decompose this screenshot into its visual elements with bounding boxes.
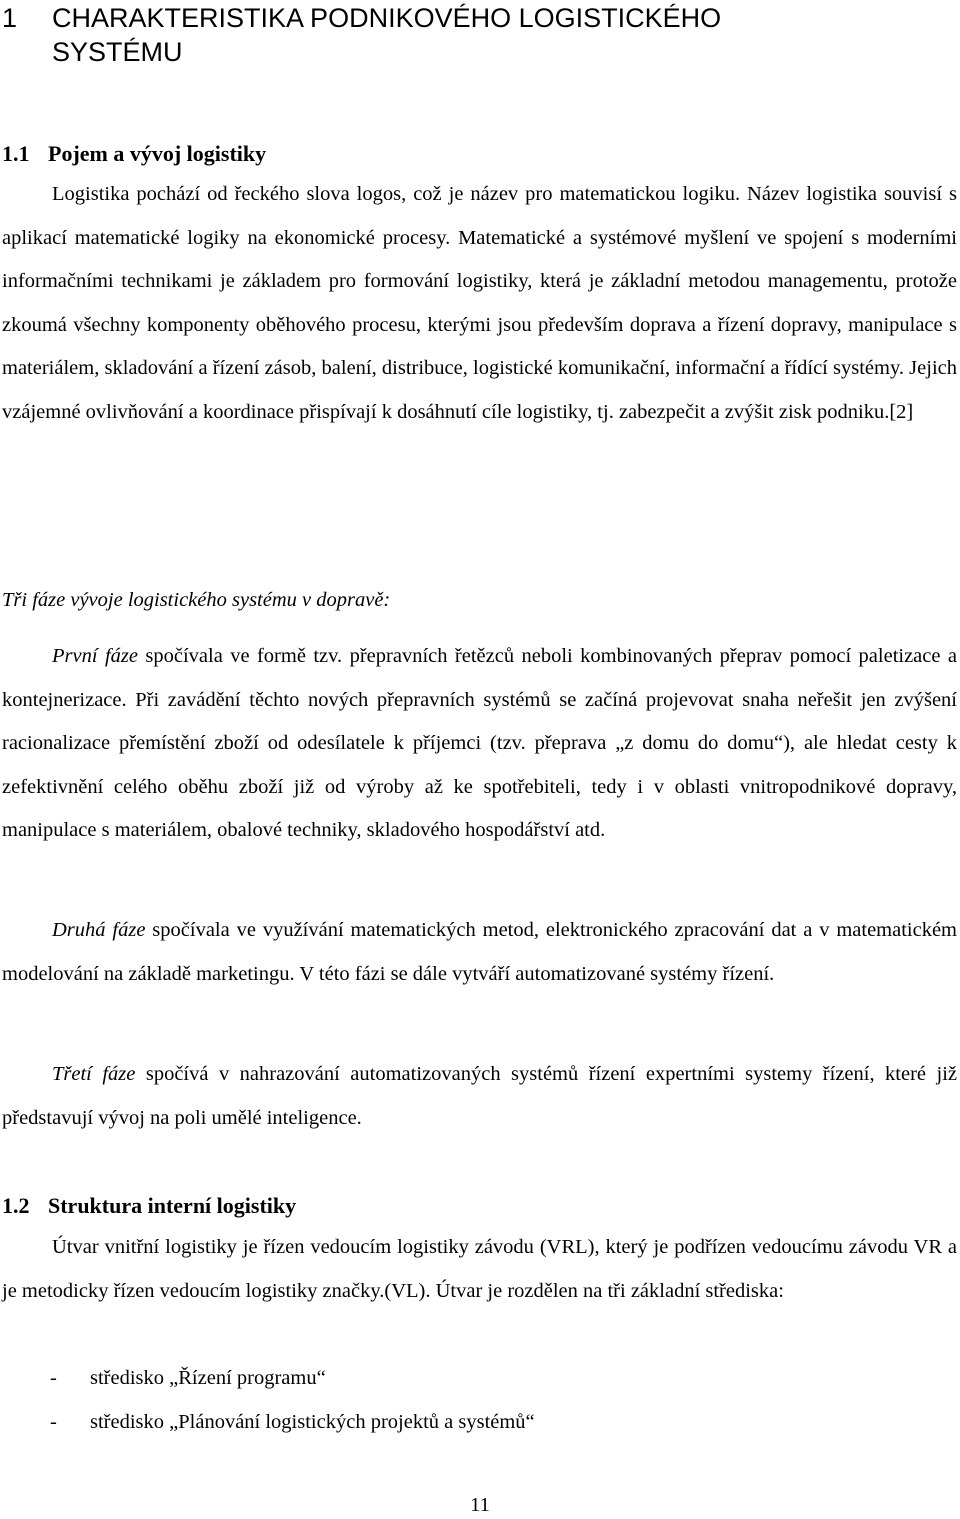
list-item	[50, 1357, 535, 1401]
first-phase-label: První fáze	[52, 645, 138, 667]
section-title: Pojem a vývoj logistiky	[48, 141, 267, 166]
section-number: 1.2	[2, 1193, 30, 1218]
second-phase-label: Druhá fáze	[52, 919, 146, 941]
section-heading-1-2	[2, 1191, 296, 1221]
chapter-title-line1: CHARAKTERISTIKA PODNIKOVÉHO LOGISTICKÉHO	[52, 3, 722, 33]
third-phase-label: Třetí fáze	[52, 1063, 136, 1085]
first-phase-text: spočívala ve formě tzv. přepravních řetězců neboli kombinovaných přeprav pomocí paletizace a kontejnerizace. Při zavádění těchto nových přepravních systémů se začíná projevovat snaha neřešit jen zvýšení racionalizace přemístění zboží od odesílatele k příjemci (tzv. přeprava „z domu do domu“), ale hledat cesty k zefektivnění celého oběhu zboží již od výroby až ke spotřebiteli, tedy i v oblasti vnitropodnikové dopravy, manipulace s materiálem, obalové techniky, skladového hospodářství atd.	[2, 645, 957, 842]
list-item	[50, 1401, 535, 1445]
chapter-number: 1	[2, 3, 18, 33]
chapter-heading	[2, 1, 942, 69]
list-item-text: středisko „Řízení programu“	[90, 1367, 326, 1389]
paragraph-internal-logistics: Útvar vnitřní logistiky je řízen vedoucím logistiky závodu (VRL), který je podřízen vedoucímu závodu VR a je metodicky řízen vedoucím logistiky značky.(VL). Útvar je rozdělen na tři základní střediska:	[2, 1236, 957, 1302]
paragraph-logistics-origin: Logistika pochází od řeckého slova logos, což je název pro matematickou logiku. Název logistika souvisí s aplikací matematické logiky na ekonomické procesy. Matematické a systémové myšlení ve spojení s moderními informačními technikami je základem pro formování logistiky, která je základní metodou managementu, protože zkoumá všechny komponenty oběhového procesu, kterými jsou především doprava a řízení dopravy, manipulace s materiálem, skladování a řízení zásob, balení, distribuce, logistické komunikační, informační a řídící systémy. Jejich vzájemné ovlivňování a koordinace přispívají k dosáhnutí cíle logistiky, tj. zabezpečit a zvýšit zisk podniku.[2]	[2, 183, 957, 423]
section-title: Struktura interní logistiky	[48, 1193, 297, 1218]
section-number: 1.1	[2, 141, 30, 166]
list-item-text: středisko „Plánování logistických projektů a systémů“	[90, 1410, 535, 1433]
third-phase-text: spočívá v nahrazování automatizovaných systémů řízení expertními systemy řízení, které již představují vývoj na poli umělé inteligence.	[2, 1063, 957, 1129]
chapter-title-line2: SYSTÉMU	[52, 37, 183, 67]
centers-list	[50, 1357, 535, 1444]
paragraph-third-phase	[2, 1053, 957, 1140]
section-heading-1-1	[2, 139, 266, 169]
list-dash: -	[50, 1367, 57, 1389]
phases-heading: Tři fáze vývoje logistického systému v dopravě:	[2, 589, 391, 611]
second-phase-text: spočívala ve využívání matematických metod, elektronického zpracování dat a v matematickém modelování na základě marketingu. V této fázi se dále vytváří automatizované systémy řízení.	[2, 919, 957, 985]
paragraph-first-phase	[2, 635, 957, 853]
paragraph-second-phase	[2, 909, 957, 996]
list-dash: -	[50, 1410, 57, 1433]
page-number: 11	[470, 1494, 490, 1516]
